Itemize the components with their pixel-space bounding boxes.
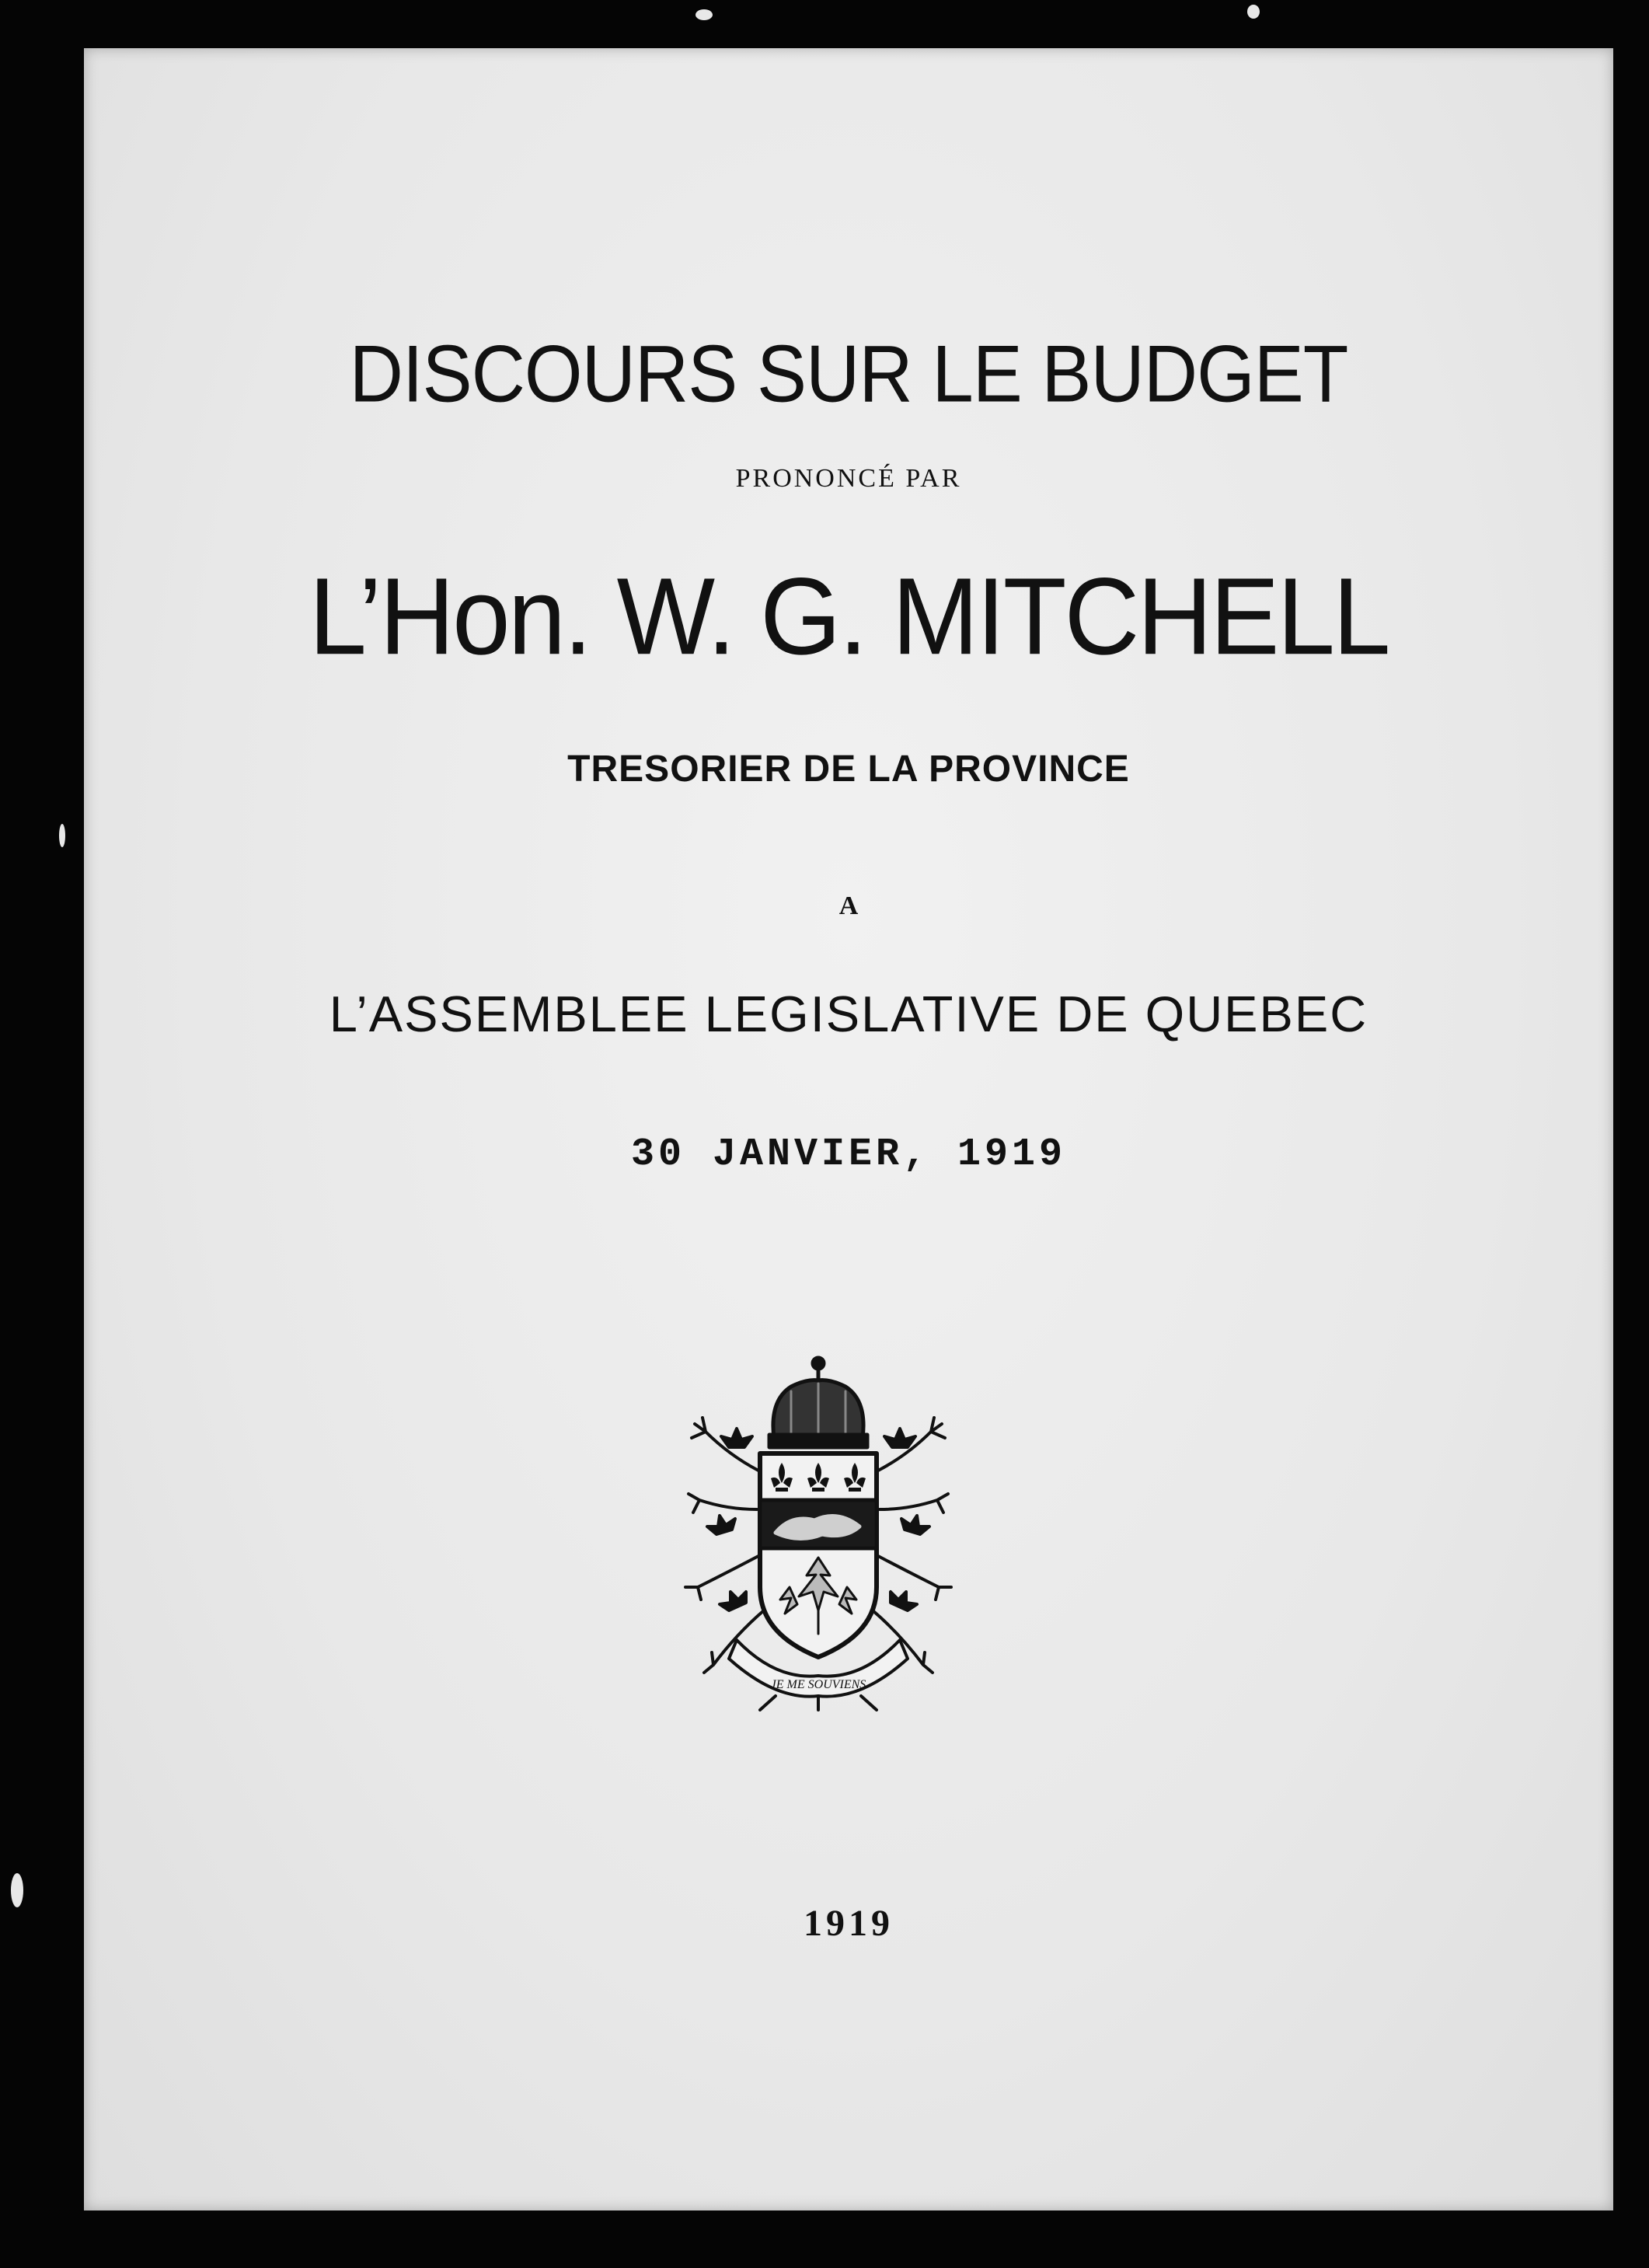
scan-speck bbox=[696, 9, 713, 20]
publication-year: 1919 bbox=[804, 1903, 894, 1944]
title-page bbox=[84, 48, 1613, 2210]
preposition-label: A bbox=[838, 891, 859, 920]
speaker-office: TRESORIER DE LA PROVINCE bbox=[567, 748, 1130, 790]
speech-date: 30 JANVIER, 1919 bbox=[630, 1132, 1067, 1177]
scan-speck bbox=[11, 1873, 23, 1907]
pronounced-by-label: PRONONCÉ PAR bbox=[735, 464, 962, 493]
emblem-motto: JE ME SOUVIENS bbox=[770, 1678, 866, 1691]
speaker-name: L’Hon. W. G. MITCHELL bbox=[309, 556, 1389, 678]
assembly-name: L’ASSEMBLEE LEGISLATIVE DE QUEBEC bbox=[329, 986, 1368, 1042]
scan-speck bbox=[1247, 5, 1260, 19]
scan-speck bbox=[59, 824, 65, 847]
document-title: DISCOURS SUR LE BUDGET bbox=[349, 329, 1348, 420]
quebec-coat-of-arms-icon bbox=[682, 1354, 954, 1711]
